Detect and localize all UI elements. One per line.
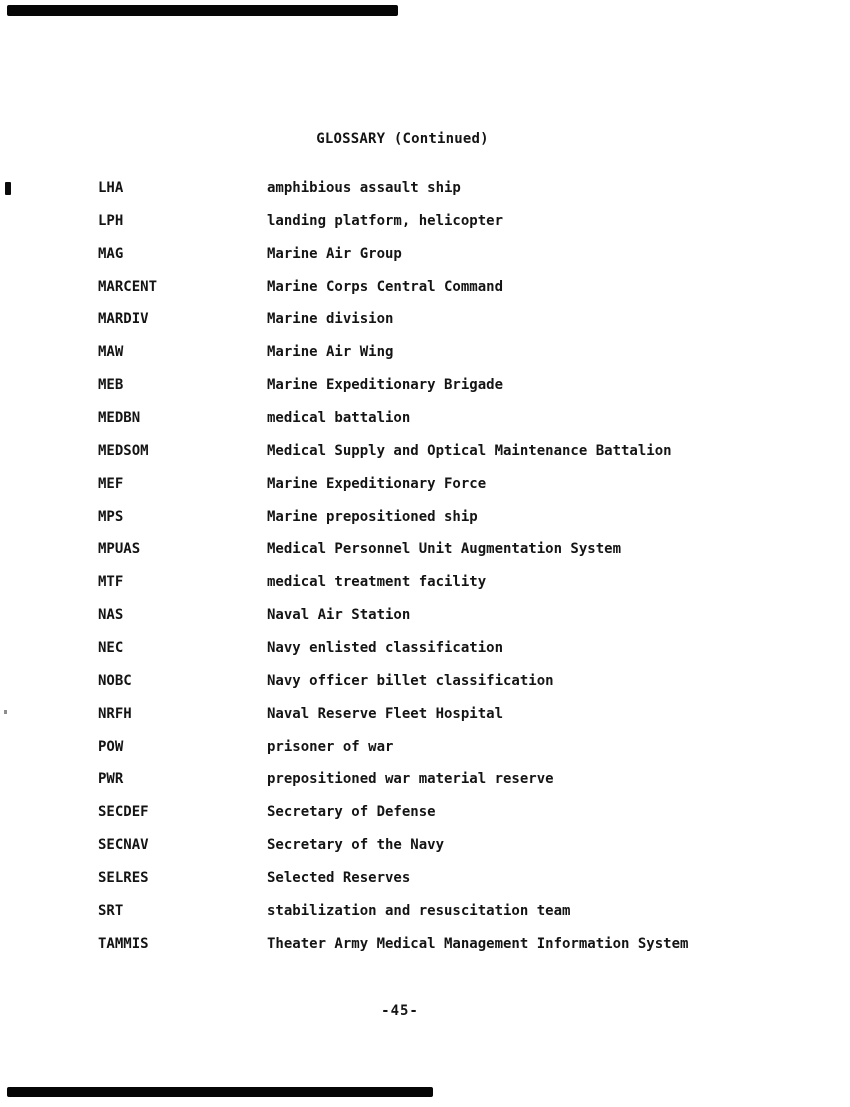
glossary-term: MAW: [98, 344, 124, 361]
glossary-entry: [98, 376, 828, 409]
glossary-definition: amphibious assault ship: [267, 180, 461, 196]
glossary-entry: [98, 935, 828, 968]
glossary-definition: Theater Army Medical Management Information System: [267, 935, 689, 952]
glossary-definition: Marine Air Group: [267, 245, 402, 262]
glossary-definition: Secretary of Defense: [267, 804, 436, 821]
glossary-entry: [98, 869, 828, 902]
glossary-term: NEC: [98, 640, 124, 657]
glossary-entry: [98, 803, 828, 836]
glossary-definition: Marine Expeditionary Force: [267, 475, 487, 492]
glossary-term: POW: [98, 738, 124, 755]
glossary-entry: [98, 343, 828, 376]
scan-artifact-left-blob: [5, 182, 11, 195]
glossary-entry: [98, 442, 828, 475]
glossary-definition: medical treatment facility: [267, 574, 487, 591]
glossary-term: MPS: [98, 508, 124, 525]
glossary-term: MPUAS: [98, 541, 141, 558]
glossary-term: NAS: [98, 607, 124, 624]
scan-artifact-top-bar: [7, 5, 398, 16]
glossary-entry: [98, 475, 828, 508]
glossary-definition: Marine prepositioned ship: [267, 508, 478, 525]
glossary-definition: Marine Air Wing: [267, 344, 394, 361]
glossary-definition: prepositioned war material reserve: [267, 771, 554, 788]
glossary-definition: Secretary of the Navy: [267, 837, 445, 854]
glossary-entry: [98, 540, 828, 573]
glossary-entry: [98, 902, 828, 935]
glossary-entry: [98, 770, 828, 803]
glossary-definition: landing platform, helicopter: [267, 212, 504, 229]
glossary-entry: [98, 573, 828, 606]
glossary-term: PWR: [98, 771, 124, 788]
glossary-term: NOBC: [98, 672, 132, 689]
glossary-entry: [98, 836, 828, 869]
glossary-entry: [98, 212, 828, 245]
glossary-term: MEDBN: [98, 410, 141, 427]
glossary-term: SELRES: [98, 870, 149, 887]
glossary-definition: prisoner of war: [267, 738, 394, 755]
glossary-definition: Selected Reserves: [267, 870, 411, 887]
glossary-term: MTF: [98, 574, 124, 591]
glossary-definition: Medical Personnel Unit Augmentation System: [267, 541, 622, 558]
glossary-term: SECDEF: [98, 804, 149, 821]
glossary-entry: [98, 639, 828, 672]
glossary-definition: Medical Supply and Optical Maintenance Battalion: [267, 442, 672, 459]
glossary-definition: medical battalion: [267, 410, 411, 427]
scan-artifact-left-speck: [4, 710, 7, 714]
glossary-entry: [98, 606, 828, 639]
glossary-entry: [98, 409, 828, 442]
scan-artifact-bottom-bar: [7, 1087, 433, 1097]
glossary-entry: [98, 738, 828, 771]
page-title: GLOSSARY (Continued): [316, 131, 489, 147]
glossary-term: TAMMIS: [98, 935, 149, 952]
glossary-entry: [98, 672, 828, 705]
glossary-entry: [98, 278, 828, 311]
glossary-term: LHA: [98, 180, 124, 196]
glossary-definition: Navy enlisted classification: [267, 640, 504, 657]
glossary-list: [98, 179, 828, 968]
glossary-entry: [98, 508, 828, 541]
glossary-definition: stabilization and resuscitation team: [267, 902, 571, 919]
glossary-term: MARDIV: [98, 311, 149, 328]
glossary-definition: Marine Expeditionary Brigade: [267, 377, 504, 394]
glossary-term: MEDSOM: [98, 442, 149, 459]
glossary-term: LPH: [98, 212, 124, 229]
glossary-entry: [98, 245, 828, 278]
glossary-definition: Marine Corps Central Command: [267, 278, 504, 295]
glossary-definition: Naval Air Station: [267, 607, 411, 624]
glossary-entry: [98, 705, 828, 738]
glossary-term: MEF: [98, 475, 124, 492]
glossary-term: NRFH: [98, 705, 132, 722]
page-number: -45-: [381, 1003, 419, 1019]
glossary-definition: Naval Reserve Fleet Hospital: [267, 705, 504, 722]
glossary-term: MARCENT: [98, 278, 158, 295]
glossary-definition: Navy officer billet classification: [267, 672, 554, 689]
glossary-term: MEB: [98, 377, 124, 394]
glossary-term: MAG: [98, 245, 124, 262]
glossary-term: SECNAV: [98, 837, 149, 854]
glossary-term: SRT: [98, 902, 124, 919]
glossary-entry: [98, 179, 828, 212]
glossary-definition: Marine division: [267, 311, 394, 328]
glossary-entry: [98, 310, 828, 343]
